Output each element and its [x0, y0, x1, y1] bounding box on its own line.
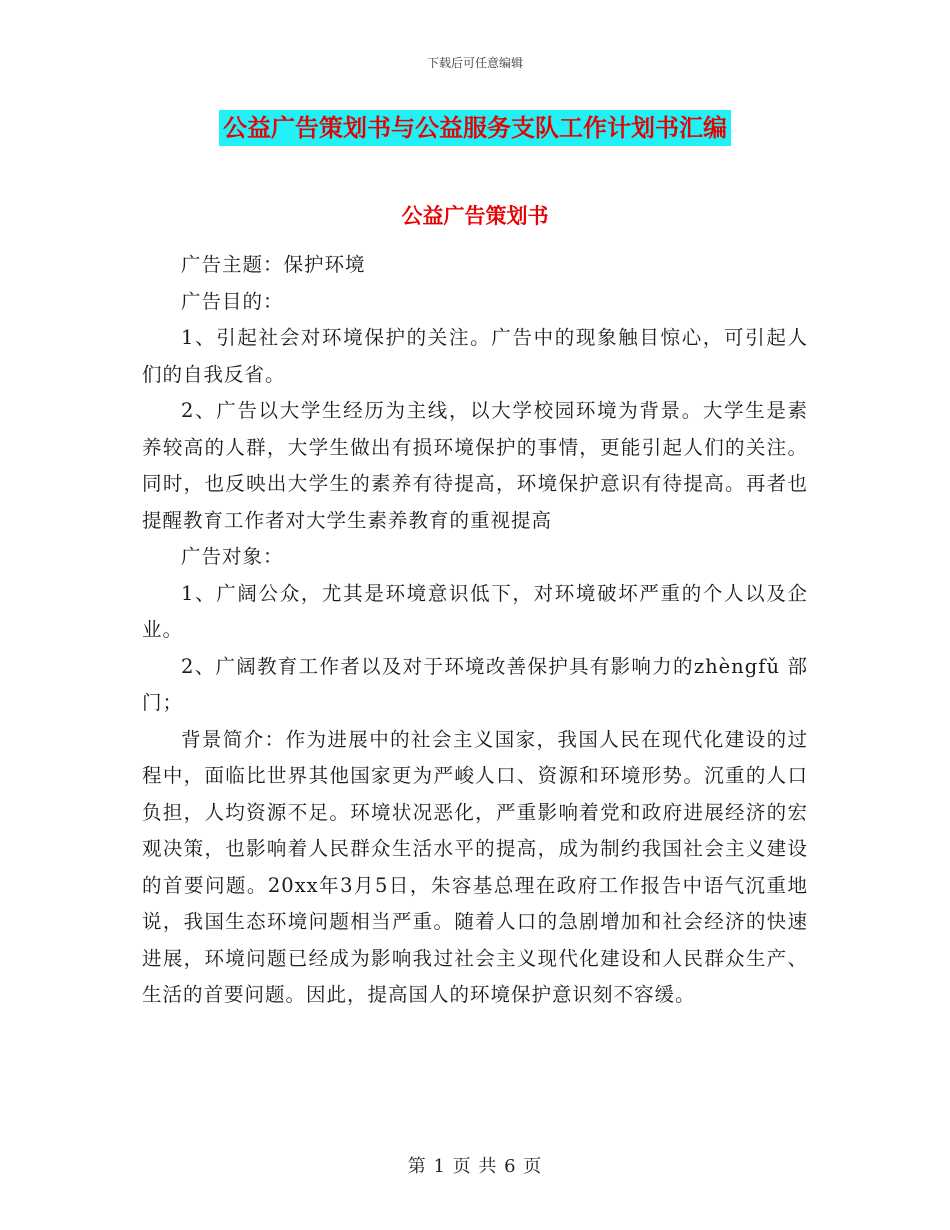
- document-body: [142, 247, 808, 1014]
- paragraph-ad-theme: 广告主题：保护环境: [181, 253, 366, 276]
- document-title-container: [0, 110, 950, 146]
- page-number-footer: 第 1 页 共 6 页: [407, 1156, 543, 1177]
- paragraph-audience-2: 2、广阔教育工作者以及对于环境改善保护具有影响力的zhèngfǔ 部门；: [142, 654, 808, 714]
- paragraph-purpose-2: 2、广告以大学生经历为主线，以大学校园环境为背景。大学生是素养较高的人群，大学生做出有损环境保护的事情，更能引起人们的关注。同时，也反映出大学生的素养有待提高，环境保护意识有待提高。再者也提醒教育工作者对大学生素养教育的重视提高: [142, 399, 808, 532]
- paragraph-ad-audience-heading: 广告对象：: [181, 545, 284, 568]
- paragraph-purpose-1: 1、引起社会对环境保护的关注。广告中的现象触目惊心，可引起人们的自我反省。: [142, 326, 808, 386]
- page-header-note: 下载后可任意编辑: [426, 56, 523, 70]
- document-title: 公益广告策划书与公益服务支队工作计划书汇编: [219, 110, 731, 146]
- section-title: 公益广告策划书: [401, 203, 549, 228]
- paragraph-audience-1: 1、广阔公众，尤其是环境意识低下，对环境破坏严重的个人以及企业。: [142, 581, 808, 641]
- paragraph-background: 背景简介：作为进展中的社会主义国家，我国人民在现代化建设的过程中，面临比世界其他国家更为严峻人口、资源和环境形势。沉重的人口负担，人均资源不足。环境状况恶化，严重影响着党和政府进展经济的宏观决策，也影响着人民群众生活水平的提高，成为制约我国社会主义建设的首要问题。20xx年3月5日，朱容基总理在政府工作报告中语气沉重地说，我国生态环境问题相当严重。随着人口的急剧增加和社会经济的快速进展，环境问题已经成为影响我过社会主义现代化建设和人民群众生产、生活的首要问题。因此，提高国人的环境保护意识刻不容缓。: [142, 727, 808, 1006]
- paragraph-ad-purpose-heading: 广告目的：: [181, 289, 284, 313]
